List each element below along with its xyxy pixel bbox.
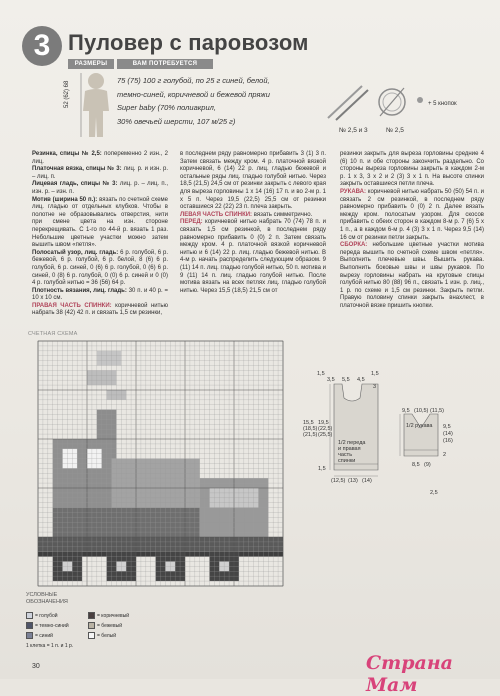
term-text: 30 п. и 40 р. = 10 х 10 см.	[32, 287, 168, 302]
dim-label: (14)	[362, 478, 372, 484]
needles-size-a: № 2,5 и 3	[339, 127, 368, 134]
knitting-chart	[30, 339, 290, 591]
materials-tab: ВАМ ПОТРЕБУЕТСЯ	[117, 59, 213, 69]
dim-label: 9,5	[443, 424, 451, 430]
legend-title: ОБОЗНАЧЕНИЯ	[26, 598, 68, 605]
swatch-icon	[88, 612, 95, 619]
section-text: в последнем ряду равномерно прибавить 3 (1) 3 п. Затем связать между кром. 4 р. платочной вязкой коричневой, 6 (14) 22 р. лиц. гладью бежевой и остальные ряды лиц. гладью голубой нитью. Через 18,5 (21,5) 24,5 см от резинки закрыть с левого края для выреза горловины 1 х 14 (16) 17 п. и во 2-м р. 1 х 5 п. Через 19,5 (22,5) 25,5 см от резинки оставшиеся 22 (22) 23 п. плеча закрыть.	[180, 151, 326, 211]
term-heading: Лицевая гладь, спицы № 3:	[32, 181, 118, 188]
legend-label: = белый	[97, 632, 117, 639]
section-heading: ЛЕВАЯ ЧАСТЬ СПИНКИ:	[180, 211, 253, 218]
dim-label: 3	[373, 384, 377, 390]
page-number: 30	[32, 663, 40, 670]
dim-label: 2	[443, 452, 447, 458]
legend-label: = темно-синий	[35, 622, 69, 629]
dim-label: (16)	[443, 438, 453, 444]
legend-item	[26, 622, 69, 629]
sleeve-piece-label: 1/2 рукава	[406, 423, 433, 429]
instructions-column-2	[180, 151, 326, 295]
legend-item	[26, 612, 58, 619]
dim-label: 1,5	[317, 371, 325, 377]
swatch-icon	[26, 622, 33, 629]
materials-line: 75 (75) 100 г голубой, по 25 г синей, белой,	[117, 76, 270, 85]
materials-line: темно-синей, коричневой и бежевой пряжи	[117, 89, 270, 99]
legend-label: = бежевый	[97, 622, 123, 629]
legend-item	[26, 632, 53, 639]
legend-item	[88, 622, 122, 629]
needles-illustration-icon	[322, 82, 432, 126]
section-heading: РУКАВА:	[340, 188, 367, 195]
swatch-icon	[26, 612, 33, 619]
dim-label: (13)	[348, 478, 358, 484]
child-silhouette-icon	[79, 71, 113, 139]
dim-label: (18,5)	[303, 426, 318, 432]
dim-label: (25,5)	[318, 432, 333, 438]
legend-item	[88, 612, 129, 619]
dim-label: 19,5	[318, 420, 329, 426]
dim-label: (14)	[443, 431, 453, 437]
term-heading: Резинка, спицы № 2,5:	[32, 151, 102, 157]
dim-label: 8,5	[412, 462, 420, 468]
dim-label: (11,5)	[430, 408, 444, 414]
dim-label: 9,5	[402, 408, 410, 414]
section-text: коричневой нитью набрать 50 (50) 54 п. и связать 2 см резинкой, в последнем ряду равномерно прибавить 0 (0) 2 п. Далее вязать между кром. полосатым узором. Для скосов прибавить с обеих сторон в каждом 8-м р. 7 (6) 5 х 1 п., а в каждом 6-м р. 4 (3) 3 х 1 п. Через 9,5 (14) 16 см от резинки петли закрыть.	[340, 188, 484, 241]
term-text: вязать по счетной схеме лиц. гладью от отдельных клубков. Чтобы в полотне не образовывались отверстия, нити при смене цвета на изн. стороне перекрещивать. С 1-го по 44-й р. вязать 1 раз. Небольшие цветные участки можно затем вышить швом «петля».	[32, 196, 168, 249]
dim-label: (12,5)	[331, 478, 346, 484]
section-text: коричневой нитью набрать 70 (74) 78 п. и связать 1,5 см резинкой, в последнем ряду равномерно прибавить 0 (0) 2 п. Затем связать между кром. 4 р. платочной вязкой коричневой нитью и 6 (14) 22 р. лиц. гладью бежевой нитью. В 4-м р. начать распределить следующим образом. 9 (11) 14 п. лиц. гладью голубой нитью, 50 п. мотива и 9 (11) 14 п. лиц. гладью голубой нитью. После мотива вязать на всех петлях лиц. гладью голубой нитью. Через 15,5 (18,5) 21,5 см от	[180, 219, 326, 294]
term-heading: Платочная вязка, спицы № 3:	[32, 166, 122, 173]
term-text: лиц. р. – лиц. п., изн. р. – изн. п.	[32, 181, 169, 195]
legend-item	[88, 632, 116, 639]
dim-label: 4,5	[357, 377, 365, 383]
dim-label: 1,5	[371, 371, 379, 377]
term-text: лиц. р. и изн. р. – лиц. п.	[32, 166, 168, 180]
term-heading: Мотив (ширина 50 п.):	[32, 196, 98, 203]
section-text: небольшие цветные участки мотива переда вышить по счетной схеме швом «петля». Выполнить плечевые швы. Вышить рукава. Выполнить боковые швы и швы рукавов. По вырезу горловины набрать на круговые спицы голубой нитью 80 (88) 96 п., связать 1 изн. р. лиц., 1 р. по схеме и 1,5 см резинки. Закрыть петли. Правую половину спинки закрыть внахлест, в платочной вязке пришить кнопки.	[340, 242, 484, 309]
swatch-icon	[88, 622, 95, 629]
dim-label: 1,5	[318, 466, 326, 472]
sizes-tab: РАЗМЕРЫ	[68, 59, 114, 69]
dim-label: 2,5	[430, 490, 438, 496]
term-text: попеременно 2 изн., 2 лиц.	[32, 151, 168, 165]
section-text: вязать симметрично.	[252, 211, 313, 218]
section-heading: СБОРКА:	[340, 242, 368, 249]
dim-label: (21,5)	[303, 432, 318, 438]
section-text: коричневой нитью набрать 38 (42) 42 п. и связать 1,5 см резинки,	[32, 302, 168, 317]
dim-label: 3,5	[327, 377, 335, 383]
needles-size-b: № 2,5	[386, 127, 404, 134]
term-heading: Полосатый узор, лиц. гладь:	[32, 249, 119, 256]
materials-line: Super baby (70% полиакрил,	[117, 103, 216, 112]
section-heading: ПРАВАЯ ЧАСТЬ СПИНКИ:	[32, 302, 112, 309]
chart-section-label: СЧЕТНАЯ СХЕМА	[28, 331, 78, 337]
legend-title: УСЛОВНЫЕ	[26, 592, 58, 598]
legend-label: = синий	[35, 632, 53, 639]
buttons-label: + 5 кнопок	[428, 101, 457, 107]
legend-label: = коричневый	[97, 612, 130, 619]
stitch-scale-note: 1 клетка = 1 п. и 1 р.	[26, 643, 74, 649]
materials-line: 30% овечьей шерсти, 107 м/25 г)	[117, 116, 236, 126]
section-heading: ПЕРЕД:	[180, 219, 203, 226]
smoke-puff	[97, 351, 122, 366]
page-title: Пуловер с паровозом	[68, 30, 309, 55]
dim-label: (22,5)	[318, 426, 333, 432]
term-heading: Плотность вязания, лиц. гладь:	[32, 287, 127, 294]
section-text: резинки закрыть для выреза горловины средние 4 (6) 10 п. и обе стороны закончить раздельно. Со стороны выреза горловины закрыть в каждом 2-м р. 1 х 3, 3 х 2 и 2 (3) 3 х 1 п. На высоте спинки закрыть оставшиеся петли плеча.	[340, 151, 484, 188]
swatch-icon	[88, 632, 95, 639]
instructions-column-1	[32, 151, 168, 318]
size-range-label: 52 (62) 68	[64, 80, 70, 108]
term-text: 6 р. голубой, 6 р. бежевой, 6 р. голубой, 6 р. белой, 8 (6) 6 р. голубой, 6 р. синей, 0 (6) 6 р. голубой, 0 (6) 6 р. синей, 0 (8) 6 р. голубой, 0 (0) 6 р. синей и 0 (0) 4 р. голубой нитью = 36 (56) 64 р.	[32, 249, 168, 287]
site-watermark: Страна Мам	[366, 652, 453, 696]
materials-list	[117, 74, 327, 128]
dim-label: 15,5	[303, 420, 314, 426]
swatch-icon	[26, 632, 33, 639]
dim-label: (10,5)	[414, 408, 429, 414]
dim-label: (9)	[424, 462, 431, 468]
instructions-column-3	[340, 151, 484, 310]
pattern-number-badge: 3	[22, 26, 62, 66]
dim-label: 5,5	[342, 377, 350, 383]
front-piece-label: 1/2 переда и правая часть спинки	[338, 440, 366, 464]
legend-label: = голубой	[35, 612, 58, 619]
chart-legend	[26, 592, 68, 605]
